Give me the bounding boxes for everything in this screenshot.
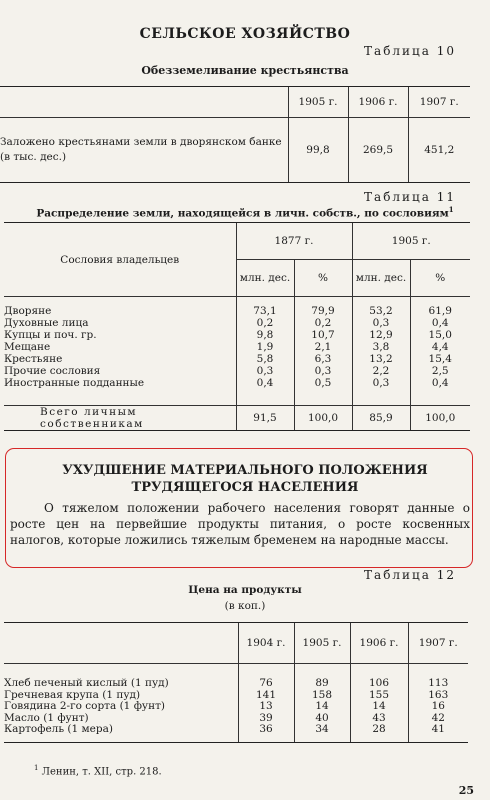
table11-col-label: Сословия владельцев (4, 223, 236, 297)
table12-row-label: Картофель (1 мера) (4, 724, 238, 742)
table11-total-cell: 100,0 (410, 406, 470, 431)
table11-row-label: Иностранные подданные (4, 377, 145, 389)
table12-cell: 43 (350, 713, 408, 725)
table11-total-label: Всего личным собственникам (4, 406, 236, 431)
table11-caption-text: Распределение земли, находящейся в личн. собств., по сословиям (36, 207, 449, 220)
table10-cell: 269,5 (348, 118, 408, 183)
table11-cell: 6,3 (294, 353, 352, 365)
table11-cell: 2,5 (410, 365, 470, 377)
table11-cell: 0,4 (410, 317, 470, 329)
table12-number: Таблица 12 (364, 568, 456, 582)
table10-cell: 451,2 (408, 118, 470, 183)
table11-row-label: Духовные лица (4, 317, 89, 329)
table11-unit: млн. дес. (236, 260, 294, 297)
table11-cell: 2,2 (352, 365, 410, 377)
table11-unit: млн. дес. (352, 260, 410, 297)
table12-cell: 14 (294, 701, 350, 713)
table10-year: 1907 г. (408, 87, 470, 118)
table11-cell: 53,2 (352, 297, 410, 318)
table12-cell: 155 (350, 690, 408, 702)
table11-cell: 0,2 (294, 317, 352, 329)
table11-cell: 2,1 (294, 341, 352, 353)
table12 (4, 622, 468, 743)
table12-cell: 40 (294, 713, 350, 725)
table12-year: 1905 г. (294, 623, 350, 664)
table11-total-cell: 85,9 (352, 406, 410, 431)
table12-year: 1904 г. (238, 623, 294, 664)
table11-year: 1905 г. (352, 223, 470, 260)
table11-cell: 15,0 (410, 329, 470, 341)
table11-cell: 0,3 (352, 317, 410, 329)
table11-cell: 5,8 (236, 353, 294, 365)
table12-cell: 28 (350, 724, 408, 742)
footnote (34, 764, 162, 777)
table11-total-cell: 100,0 (294, 406, 352, 431)
table11-cell: 0,5 (294, 377, 352, 389)
table11-number: Таблица 11 (364, 190, 456, 204)
table12-cell: 14 (350, 701, 408, 713)
table12-cell: 42 (408, 713, 468, 725)
table11-cell: 73,1 (236, 297, 294, 318)
table10 (0, 86, 470, 183)
table12-caption-line2: (в коп.) (224, 600, 266, 612)
table12-cell: 41 (408, 724, 468, 742)
table11-cell: 3,8 (352, 341, 410, 353)
table11-cell: 10,7 (294, 329, 352, 341)
table10-cell: 99,8 (288, 118, 348, 183)
section2-text: О тяжелом положении рабочего населения говорят данные о росте цен на первейшие продукты питания, о росте косвенных налогов, которые ложились тяжелым бременем на народные массы. (10, 501, 470, 547)
table12-cell: 113 (408, 664, 468, 690)
page-number: 25 (458, 784, 474, 797)
table12-year: 1907 г. (408, 623, 468, 664)
table12-year: 1906 г. (350, 623, 408, 664)
table12-cell: 36 (238, 724, 294, 742)
table11-pct: % (294, 260, 352, 297)
table12-cell: 141 (238, 690, 294, 702)
table12-row-label: Хлеб печеный кислый (1 пуд) (4, 677, 169, 689)
table10-number: Таблица 10 (364, 44, 456, 58)
table11-cell: 4,4 (410, 341, 470, 353)
table12-cell: 16 (408, 701, 468, 713)
table11-cell: 0,4 (410, 377, 470, 389)
table11-cell: 0,2 (236, 317, 294, 329)
table11-row-label: Дворяне (4, 305, 52, 317)
table12-cell: 89 (294, 664, 350, 690)
table10-row-label: Заложено крестьянами земли в дворянском банке (в тыс. дес.) (0, 118, 288, 183)
table11-caption (0, 205, 490, 220)
table10-year: 1905 г. (288, 87, 348, 118)
table12-row-label: Масло (1 фунт) (4, 711, 89, 724)
footnote-text: Ленин, т. XII, стр. 218. (41, 766, 162, 778)
section2-heading: УХУДШЕНИЕ МАТЕРИАЛЬНОГО ПОЛОЖЕНИЯ ТРУДЯЩЕГОСЯ НАСЕЛЕНИЯ (62, 463, 428, 495)
table12-cell: 106 (350, 664, 408, 690)
table11-cell: 0,3 (236, 365, 294, 377)
table11-cell: 1,9 (236, 341, 294, 353)
table11-cell: 0,3 (352, 377, 410, 389)
table11-pct: % (410, 260, 470, 297)
table11-cell: 79,9 (294, 297, 352, 318)
table11-cell: 15,4 (410, 353, 470, 365)
table12-cell: 34 (294, 724, 350, 742)
table11-row-label: Крестьяне (4, 353, 63, 365)
table12-row-label: Гречневая крупа (1 пуд) (4, 688, 141, 701)
section-title: СЕЛЬСКОЕ ХОЗЯЙСТВО (139, 26, 351, 42)
table11-cell: 13,2 (352, 353, 410, 365)
table10-caption: Обезземеливание крестьянства (141, 64, 349, 77)
table11-cell: 61,9 (410, 297, 470, 318)
table11-cell: 9,8 (236, 329, 294, 341)
table11-row-label: Прочие сословия (4, 365, 101, 377)
table10-year: 1906 г. (348, 87, 408, 118)
footnote-mark: 1 (448, 205, 454, 214)
table11-total-cell: 91,5 (236, 406, 294, 431)
table11 (4, 222, 470, 431)
table11-row-label: Мещане (4, 341, 51, 353)
table11-cell: 0,3 (294, 365, 352, 377)
table11-row-label: Купцы и поч. гр. (4, 329, 97, 341)
table12-cell: 163 (408, 690, 468, 702)
table11-cell: 12,9 (352, 329, 410, 341)
table12-cell: 13 (238, 701, 294, 713)
table12-cell: 158 (294, 690, 350, 702)
table11-cell: 0,4 (236, 377, 294, 389)
footnote-mark: 1 (34, 764, 39, 772)
table12-row-label: Говядина 2-го сорта (1 фунт) (4, 700, 166, 712)
table12-cell: 39 (238, 713, 294, 725)
table11-year: 1877 г. (236, 223, 352, 260)
table12-cell: 76 (238, 664, 294, 690)
table12-caption-line1: Цена на продукты (188, 584, 302, 596)
